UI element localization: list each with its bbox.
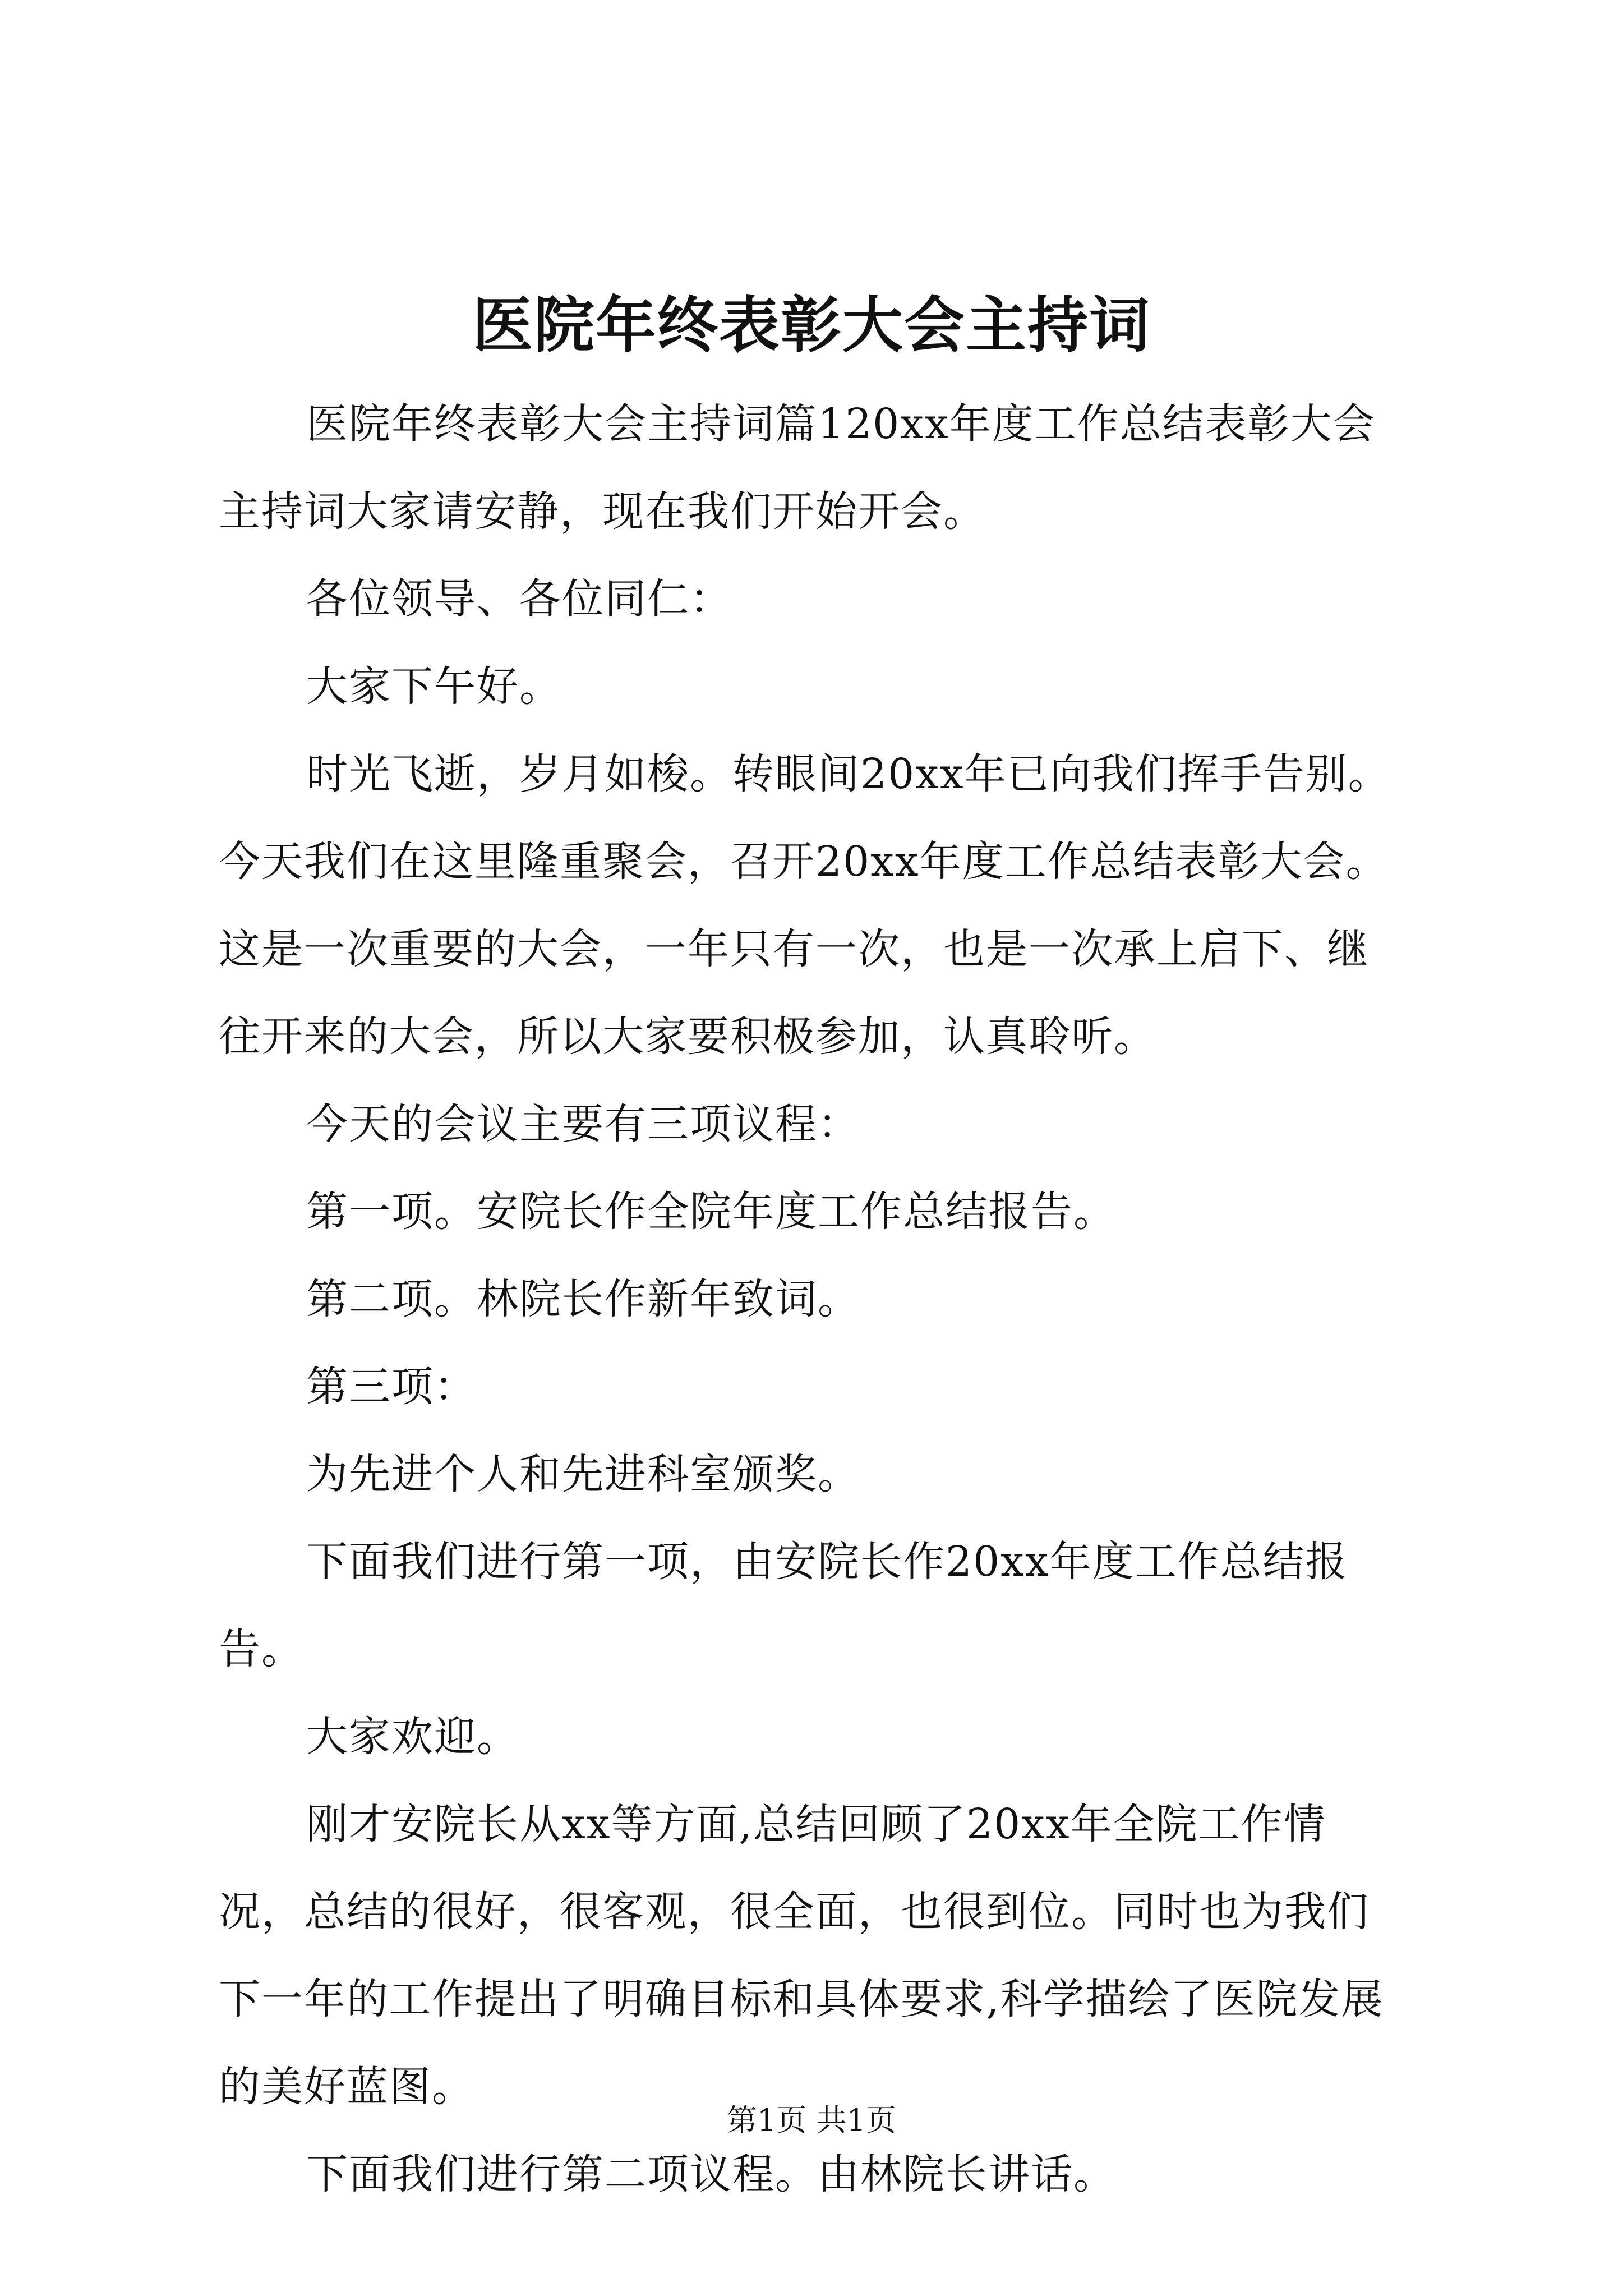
paragraph-2: 各位领导、各位同仁： — [306, 575, 732, 623]
paragraph-7: 第二项。林院长作新年致词。 — [306, 1275, 860, 1323]
paragraph-13: 下面我们进行第二项议程。由林院长讲话。 — [306, 2150, 1116, 2198]
paragraph-8: 第三项： — [306, 1363, 477, 1411]
paragraph-9: 为先进个人和先进科室颁奖。 — [306, 1450, 860, 1498]
page-footer: 第1页 共1页 — [727, 2102, 896, 2138]
paragraph-5: 今天的会议主要有三项议程： — [306, 1100, 860, 1148]
paragraph-11: 大家欢迎。 — [306, 1713, 519, 1761]
paragraph-10: 下面我们进行第一项，由安院长作20xx年度工作总结报告。 — [219, 1538, 1348, 1673]
document-body — [219, 380, 1408, 2218]
paragraph-6: 第一项。安院长作全院年度工作总结报告。 — [306, 1188, 1116, 1236]
paragraph-1: 医院年终表彰大会主持词篇120xx年度工作总结表彰大会主持词大家请安静，现在我们开始开会。 — [219, 400, 1376, 536]
paragraph-12: 刚才安院长从xx等方面,总结回顾了20xx年全院工作情况，总结的很好，很客观，很全面，也很到位。同时也为我们下一年的工作提出了明确目标和具体要求,科学描绘了医院发展的美好蓝图。 — [219, 1800, 1384, 2111]
paragraph-4: 时光飞逝，岁月如梭。转眼间20xx年已向我们挥手告别。今天我们在这里隆重聚会，召开20xx年度工作总结表彰大会。这是一次重要的大会，一年只有一次，也是一次承上启下、继往开来的大会，所以大家要积极参加，认真聆听。 — [219, 750, 1391, 1061]
document-title: 医院年终表彰大会主持词 — [472, 290, 1151, 361]
paragraph-3: 大家下午好。 — [306, 662, 562, 711]
